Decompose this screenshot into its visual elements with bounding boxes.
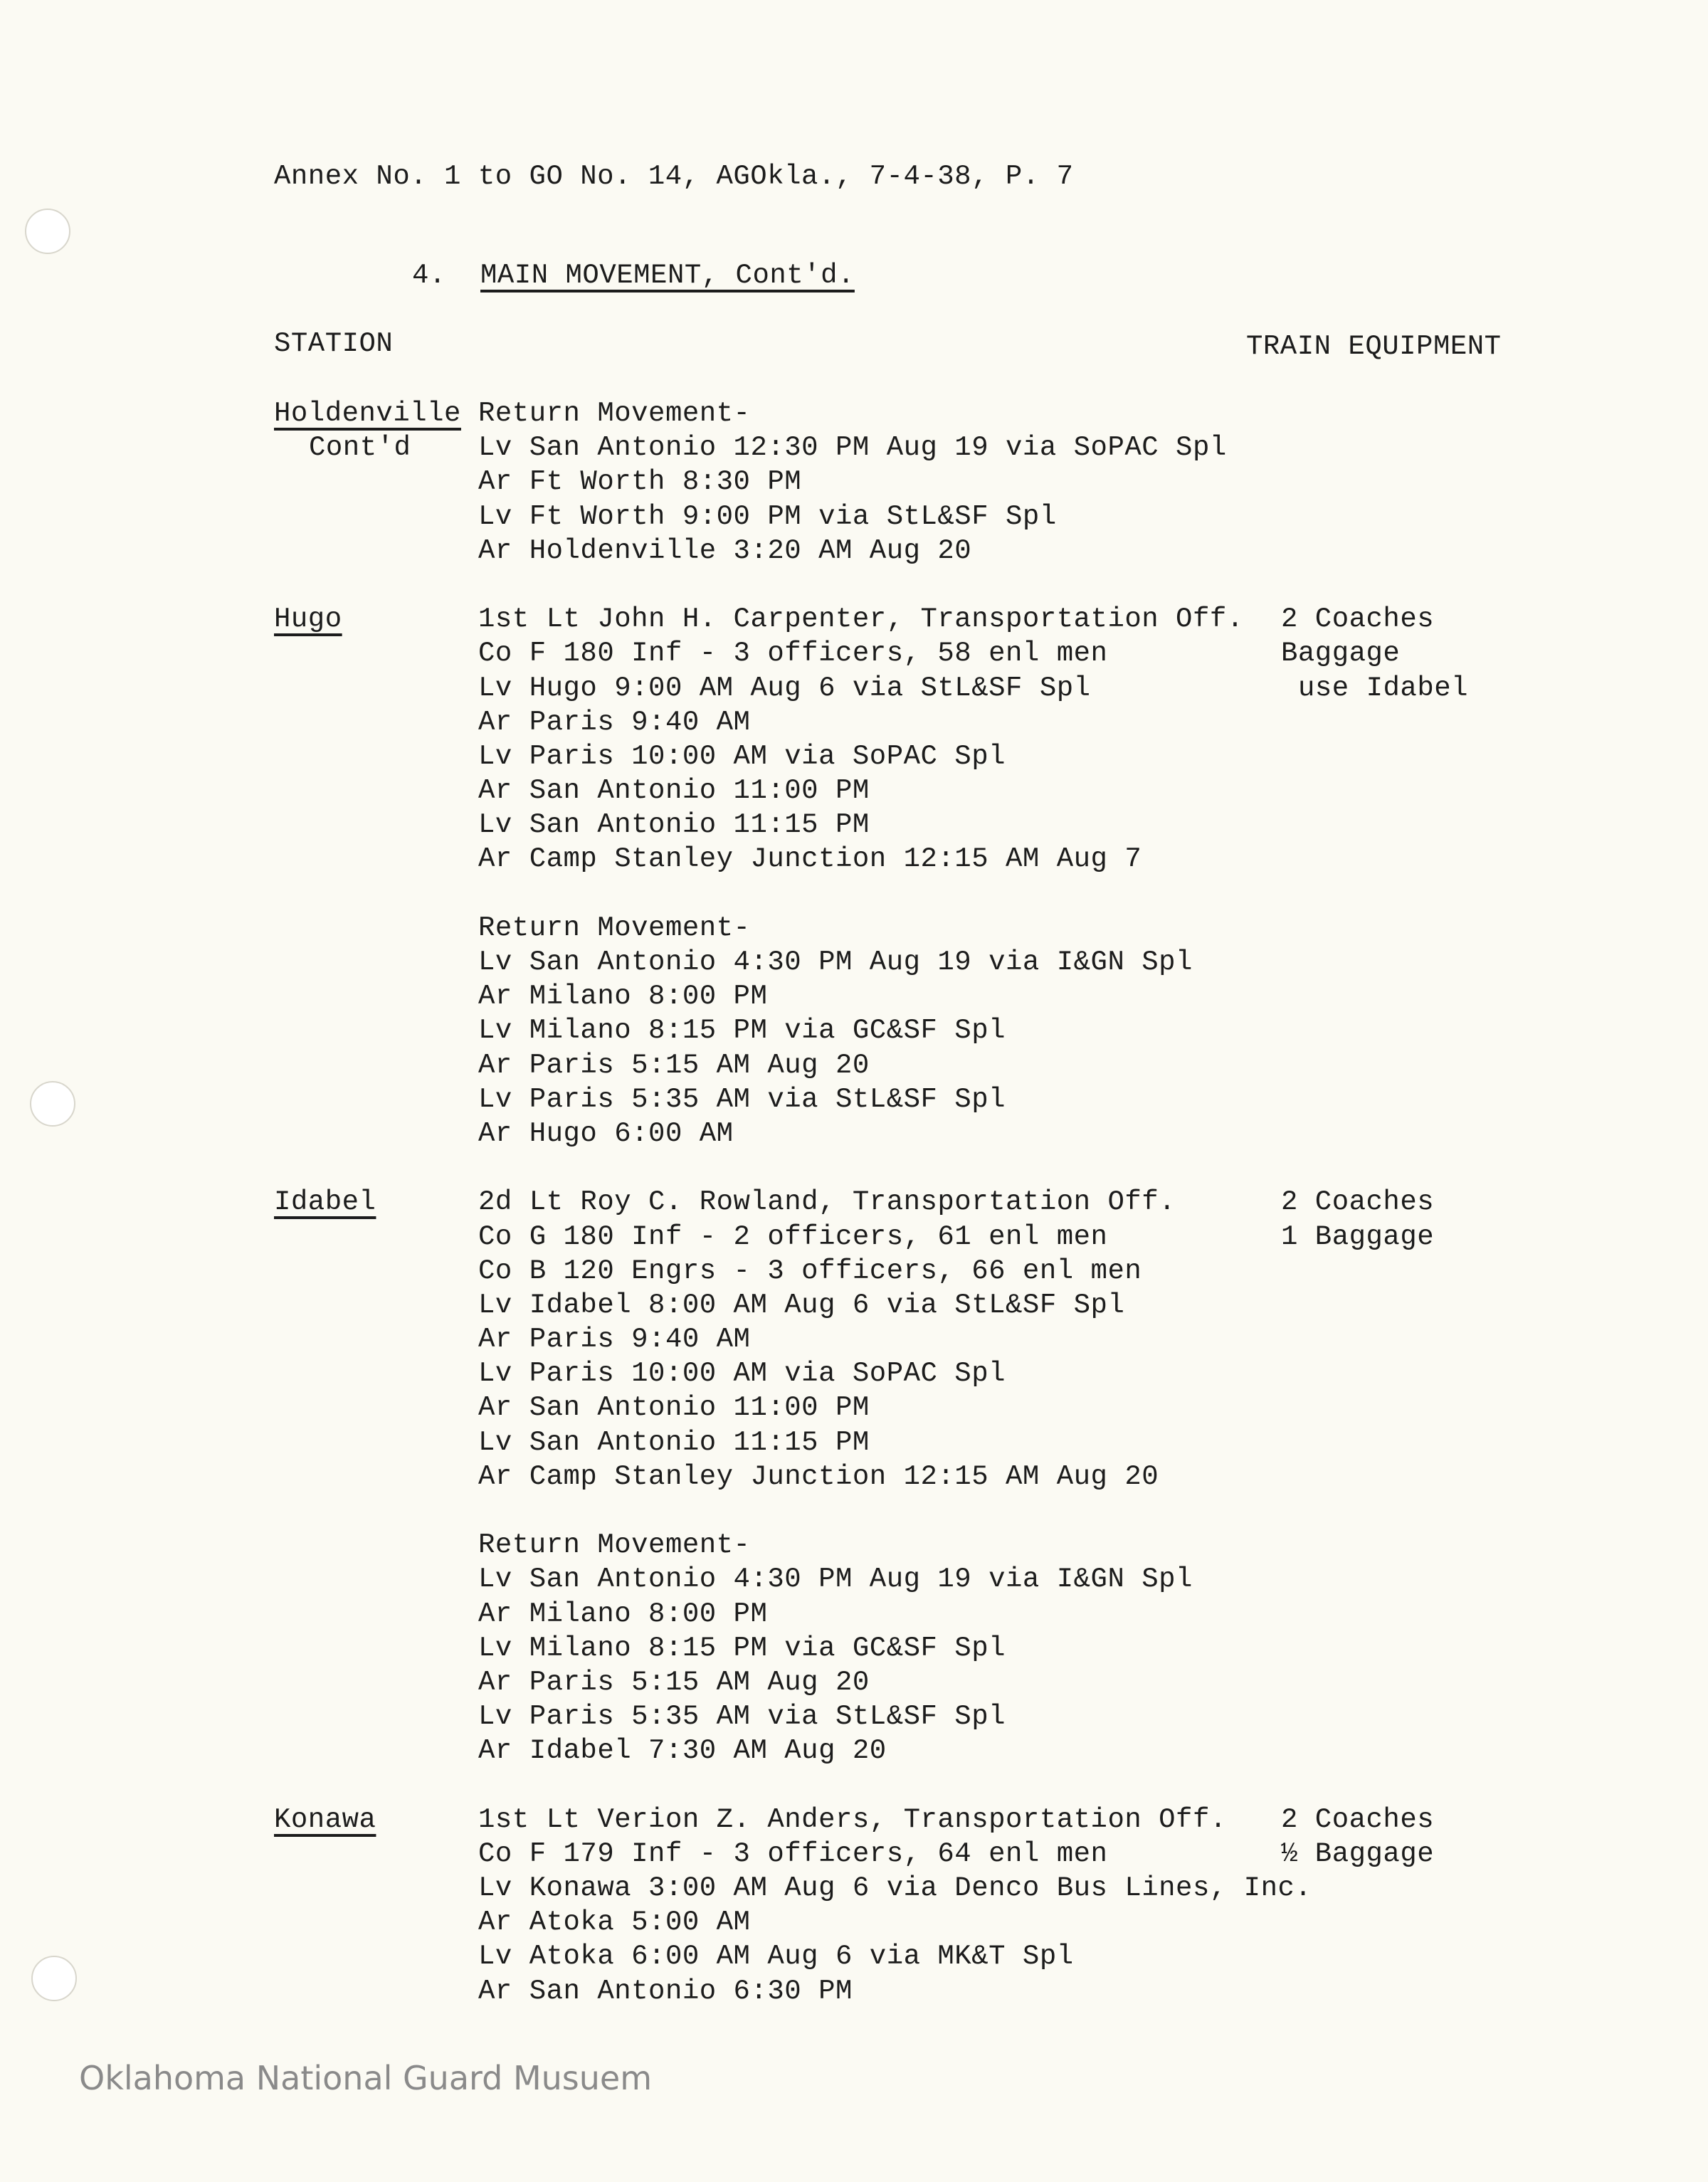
schedule-line: Ar Camp Stanley Junction 12:15 AM Aug 7 (478, 843, 1142, 875)
schedule-row (0, 1905, 1708, 1939)
schedule-line: Co F 179 Inf - 3 officers, 64 enl men (478, 1838, 1108, 1870)
schedule-row (0, 1562, 1708, 1596)
schedule-line: Ar Camp Stanley Junction 12:15 AM Aug 20 (478, 1460, 1159, 1492)
schedule-row (0, 842, 1708, 876)
schedule-row (0, 774, 1708, 808)
schedule-row (0, 739, 1708, 774)
schedule-line: Ar Milano 8:00 PM (478, 1598, 768, 1630)
schedule-row (0, 1425, 1708, 1460)
schedule-line: Lv Idabel 8:00 AM Aug 6 via StL&SF Spl (478, 1289, 1125, 1321)
schedule-row (0, 877, 1708, 911)
schedule-line: Lv Atoka 6:00 AM Aug 6 via MK&T Spl (478, 1941, 1074, 1973)
train-equipment: 2 Coaches (1281, 1186, 1435, 1218)
column-header-equipment: TRAIN EQUIPMENT (1246, 331, 1502, 362)
schedule-row (0, 1837, 1708, 1871)
schedule-row (0, 1803, 1708, 1837)
schedule-line: Lv Hugo 9:00 AM Aug 6 via StL&SF Spl (478, 672, 1091, 704)
schedule-line: Co G 180 Inf - 2 officers, 61 enl men (478, 1221, 1108, 1253)
schedule-row (0, 465, 1708, 499)
schedule-line: Return Movement- (478, 912, 751, 944)
schedule-line: Lv Milano 8:15 PM via GC&SF Spl (478, 1632, 1006, 1664)
schedule-line: Ar Holdenville 3:20 AM Aug 20 (478, 534, 972, 566)
schedule-row (0, 636, 1708, 670)
schedule-row (0, 1769, 1708, 1803)
schedule-row (0, 1734, 1708, 1768)
section-number: 4. (412, 260, 446, 291)
schedule-line: Ar Paris 5:15 AM Aug 20 (478, 1666, 870, 1698)
schedule-line: Lv San Antonio 11:15 PM (478, 809, 870, 841)
schedule-line: Ar Paris 9:40 AM (478, 1324, 751, 1356)
schedule-line: Lv Paris 5:35 AM via StL&SF Spl (478, 1701, 1006, 1733)
schedule-row (0, 1220, 1708, 1254)
schedule-line: 1st Lt John H. Carpenter, Transportation Off. (478, 604, 1244, 636)
train-equipment: Baggage (1281, 638, 1401, 670)
schedule-line: Lv San Antonio 4:30 PM Aug 19 via I&GN Spl (478, 1564, 1193, 1596)
schedule-row (0, 1528, 1708, 1562)
punch-hole (25, 209, 70, 254)
schedule-line: Ar Ft Worth 8:30 PM (478, 466, 802, 498)
train-equipment: 1 Baggage (1281, 1221, 1435, 1253)
schedule-line: 2d Lt Roy C. Rowland, Transportation Off. (478, 1186, 1176, 1218)
schedule-line: Co F 180 Inf - 3 officers, 58 enl men (478, 638, 1108, 670)
schedule-row (0, 1494, 1708, 1528)
schedule-row (0, 1665, 1708, 1699)
schedule-row (0, 1117, 1708, 1151)
station-name: Hugo (274, 604, 342, 636)
station-name: Cont'd (309, 432, 411, 464)
schedule-line: Lv San Antonio 4:30 PM Aug 19 via I&GN Spl (478, 947, 1193, 978)
schedule-line: Lv San Antonio 11:15 PM (478, 1426, 870, 1458)
schedule-row (0, 671, 1708, 705)
schedule-row (0, 1460, 1708, 1494)
schedule-table (0, 396, 1708, 2008)
train-equipment: 2 Coaches (1281, 1803, 1435, 1835)
schedule-row (0, 1185, 1708, 1219)
schedule-row (0, 979, 1708, 1013)
schedule-row (0, 1974, 1708, 2008)
schedule-line: 1st Lt Verion Z. Anders, Transportation Off. (478, 1803, 1227, 1835)
schedule-line: Co B 120 Engrs - 3 officers, 66 enl men (478, 1255, 1142, 1287)
schedule-row (0, 534, 1708, 568)
schedule-row (0, 1048, 1708, 1082)
schedule-line: Lv Paris 10:00 AM via SoPAC Spl (478, 1358, 1006, 1390)
schedule-row (0, 945, 1708, 979)
station-name: Holdenville (274, 398, 461, 429)
schedule-line: Ar San Antonio 11:00 PM (478, 1392, 870, 1424)
schedule-row (0, 568, 1708, 602)
schedule-row (0, 602, 1708, 636)
schedule-row (0, 1322, 1708, 1356)
schedule-row (0, 911, 1708, 945)
schedule-line: Ar Hugo 6:00 AM (478, 1117, 734, 1149)
schedule-line: Lv Ft Worth 9:00 PM via StL&SF Spl (478, 500, 1057, 532)
schedule-row (0, 1871, 1708, 1905)
schedule-row (0, 1151, 1708, 1185)
schedule-row (0, 705, 1708, 739)
schedule-line: Ar Paris 9:40 AM (478, 706, 751, 738)
schedule-row (0, 500, 1708, 534)
schedule-row (0, 1082, 1708, 1117)
document-header: Annex No. 1 to GO No. 14, AGOkla., 7-4-38, P. 7 (274, 161, 1074, 192)
watermark: Oklahoma National Guard Musuem (79, 2059, 653, 2097)
schedule-row (0, 1013, 1708, 1048)
schedule-line: Lv San Antonio 12:30 PM Aug 19 via SoPAC Spl (478, 432, 1227, 464)
station-name: Konawa (274, 1803, 376, 1835)
schedule-line: Ar Milano 8:00 PM (478, 981, 768, 1013)
schedule-line: Ar San Antonio 11:00 PM (478, 775, 870, 807)
schedule-line: Return Movement- (478, 398, 751, 429)
schedule-row (0, 1391, 1708, 1425)
schedule-row (0, 1631, 1708, 1665)
schedule-line: Lv Paris 10:00 AM via SoPAC Spl (478, 740, 1006, 772)
schedule-line: Lv Paris 5:35 AM via StL&SF Spl (478, 1083, 1006, 1115)
schedule-line: Ar Paris 5:15 AM Aug 20 (478, 1049, 870, 1081)
schedule-row (0, 808, 1708, 842)
station-name: Idabel (274, 1186, 376, 1218)
train-equipment: use Idabel (1298, 672, 1469, 704)
schedule-row (0, 1356, 1708, 1391)
schedule-line: Return Movement- (478, 1529, 751, 1561)
schedule-row (0, 431, 1708, 465)
schedule-line: Lv Konawa 3:00 AM Aug 6 via Denco Bus Lines, Inc. (478, 1872, 1312, 1904)
schedule-line: Ar Atoka 5:00 AM (478, 1907, 751, 1939)
schedule-line: Ar Idabel 7:30 AM Aug 20 (478, 1735, 887, 1767)
schedule-line: Ar San Antonio 6:30 PM (478, 1975, 853, 2007)
schedule-row (0, 1254, 1708, 1288)
schedule-row (0, 1288, 1708, 1322)
section-title: MAIN MOVEMENT, Cont'd. (480, 260, 855, 291)
schedule-row (0, 1597, 1708, 1631)
schedule-line: Lv Milano 8:15 PM via GC&SF Spl (478, 1015, 1006, 1047)
schedule-row (0, 1939, 1708, 1973)
schedule-row (0, 396, 1708, 431)
train-equipment: ½ Baggage (1281, 1838, 1435, 1870)
train-equipment: 2 Coaches (1281, 604, 1435, 636)
column-header-station: STATION (274, 328, 394, 359)
schedule-row (0, 1699, 1708, 1734)
